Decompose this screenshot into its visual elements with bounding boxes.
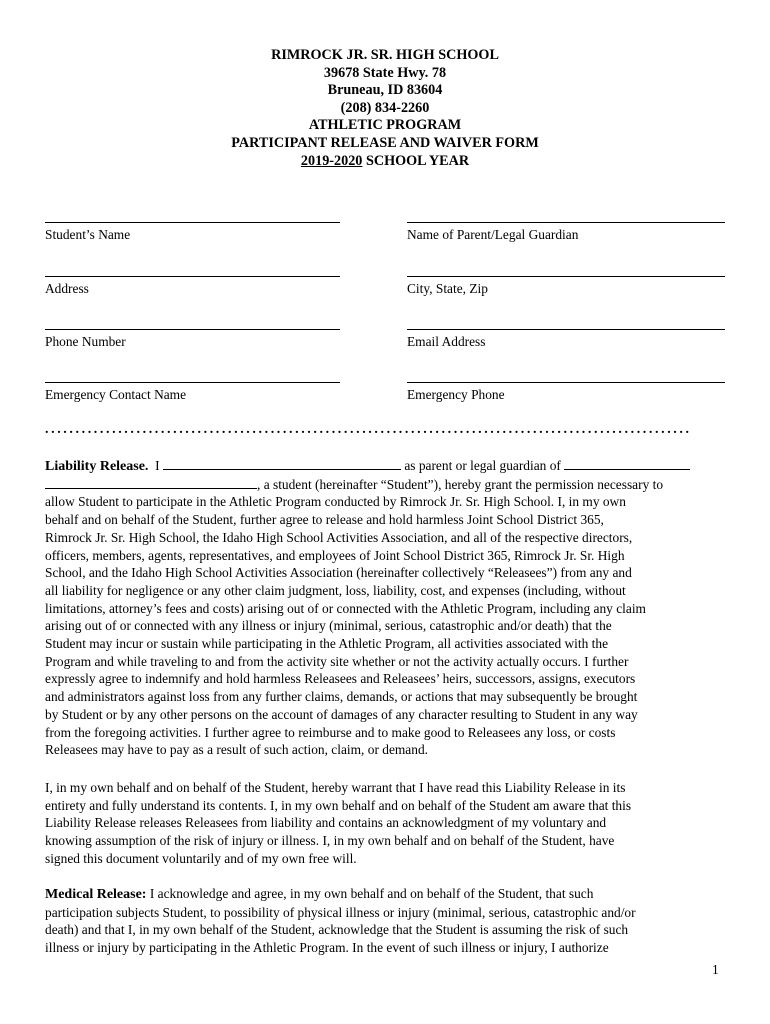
- emergency-contact-line[interactable]: [45, 382, 340, 383]
- guardian-name-field[interactable]: [407, 222, 725, 243]
- school-year-range: 2019-2020: [300, 152, 363, 169]
- address-label: Address: [45, 281, 89, 296]
- liability-line: Program and while traveling to and from the activity site whether or not the activity actually occurs. I further: [45, 653, 629, 669]
- liability-line: Rimrock Jr. Sr. High School, the Idaho High School Activities Association, and all of the respective directors,: [45, 529, 633, 545]
- phone-number-line[interactable]: [45, 329, 340, 330]
- email-address-line[interactable]: [407, 329, 725, 330]
- liability-line: behalf and on behalf of the Student, further agree to release and hold harmless Joint School District 365,: [45, 512, 604, 528]
- liability-line: arising out of or connected with any illness or injury (minimal, serious, catastrophic and/or death) that the: [45, 618, 612, 634]
- liability-line: and administrators against loss from any further claims, demands, or actions that may subsequently be brought: [45, 689, 638, 705]
- email-address-field[interactable]: [407, 329, 725, 350]
- emergency-phone-line[interactable]: [407, 382, 725, 383]
- liability-release-section: [45, 457, 730, 759]
- medical-line: death) and that I, in my own behalf of the Student, acknowledge that the Student is assuming the risk of such: [45, 922, 629, 938]
- liability-line: Student may incur or sustain while participating in the Athletic Program, all activities associated with the: [45, 636, 609, 652]
- city-state-zip-field[interactable]: [407, 276, 725, 297]
- medical-line: participation subjects Student, to possibility of physical illness or injury (minimal, serious, catastrophic and/or: [45, 904, 636, 920]
- liability-line: School, and the Idaho High School Activities Association (hereinafter collectively “Releasees”) from any and: [45, 565, 632, 581]
- school-city: Bruneau, ID 83604: [327, 82, 443, 99]
- warranty-line: knowing assumption of the risk of injury or illness. I, in my own behalf and on behalf of the Student, have: [45, 833, 615, 849]
- emergency-contact-field[interactable]: [45, 382, 340, 403]
- page-number: 1: [712, 962, 719, 977]
- liability-line: by Student or by any other persons on the account of damages of any character resulting to Student in any way: [45, 706, 638, 722]
- liability-line: from the foregoing activities. I further agree to reimburse and to make good to Releasees any loss, or costs: [45, 724, 616, 740]
- liability-line: all liability for negligence or any other claim judgment, loss, liability, cost, and expenses (including, without: [45, 582, 626, 598]
- guardian-name-line[interactable]: [407, 222, 725, 223]
- warranty-line: signed this document voluntarily and of my own free will.: [45, 850, 357, 866]
- student-blank-1[interactable]: [564, 457, 690, 470]
- school-year: [0, 153, 770, 171]
- student-blank-2[interactable]: [45, 476, 257, 489]
- liability-second-line: [45, 476, 730, 494]
- student-name-label: Student’s Name: [45, 227, 131, 242]
- liability-line: allow Student to participate in the Athletic Program conducted by Rimrock Jr. Sr. High School. I, in my own: [45, 494, 626, 510]
- liability-i: I: [155, 458, 160, 473]
- liability-line: officers, members, agents, representatives, and employees of Joint School District 365, Rimrock Jr. Sr. High: [45, 547, 625, 563]
- address-field[interactable]: [45, 276, 340, 297]
- emergency-phone-field[interactable]: [407, 382, 725, 403]
- liability-line: Releasees may have to pay as a result of such action, claim, or demand.: [45, 742, 428, 758]
- student-name-field[interactable]: [45, 222, 340, 243]
- liability-line: expressly agree to indemnify and hold harmless Releasees and Releasees’ heirs, successors, assigns, executors: [45, 671, 636, 687]
- liability-student-text: , a student (hereinafter “Student”), hereby grant the permission necessary to: [257, 476, 664, 492]
- address-line[interactable]: [45, 276, 340, 277]
- warranty-line: Liability Release releases Releasees from liability and contains an acknowledgment of my voluntary and: [45, 815, 607, 831]
- city-state-zip-label: City, State, Zip: [407, 281, 488, 296]
- phone-number-field[interactable]: [45, 329, 340, 350]
- medical-first-line: [45, 885, 730, 904]
- liability-heading: Liability Release.: [45, 459, 149, 474]
- guardian-signature-blank[interactable]: [163, 457, 401, 470]
- medical-heading: Medical Release:: [45, 887, 147, 902]
- school-name: RIMROCK JR. SR. HIGH SCHOOL: [271, 47, 499, 63]
- emergency-phone-label: Emergency Phone: [407, 387, 505, 402]
- school-street: 39678 State Hwy. 78: [323, 64, 447, 81]
- form-title: PARTICIPANT RELEASE AND WAIVER FORM: [231, 134, 539, 151]
- warranty-line: entirety and fully understand its contents. I, in my own behalf and on behalf of the Student am aware that this: [45, 797, 632, 813]
- medical-release-section: [45, 885, 730, 957]
- warranty-line: I, in my own behalf and on behalf of the Student, hereby warrant that I have read this Liability Release in its: [45, 780, 626, 795]
- medical-line: illness or injury by participating in the Athletic Program. In the event of such illness or injury, I authorize: [45, 940, 609, 956]
- liability-guardian-text: as parent or legal guardian of: [404, 458, 561, 473]
- emergency-contact-label: Emergency Contact Name: [45, 387, 187, 402]
- phone-number-label: Phone Number: [45, 334, 126, 349]
- warranty-section: [45, 779, 730, 868]
- dotted-separator: ..........................................................................................................: [45, 422, 692, 437]
- school-phone: (208) 834-2260: [340, 99, 430, 116]
- program-title: ATHLETIC PROGRAM: [308, 117, 462, 134]
- guardian-name-label: Name of Parent/Legal Guardian: [407, 227, 579, 242]
- liability-line: limitations, attorney’s fees and costs) arising out of or connected with the Athletic Program, including any claim: [45, 600, 646, 616]
- email-address-label: Email Address: [407, 334, 486, 349]
- liability-first-line: [45, 457, 730, 476]
- medical-intro: I acknowledge and agree, in my own behalf and on behalf of the Student, that such: [146, 886, 594, 901]
- school-year-suffix: SCHOOL YEAR: [362, 152, 470, 169]
- document-header: [0, 47, 770, 170]
- city-state-zip-line[interactable]: [407, 276, 725, 277]
- student-name-line[interactable]: [45, 222, 340, 223]
